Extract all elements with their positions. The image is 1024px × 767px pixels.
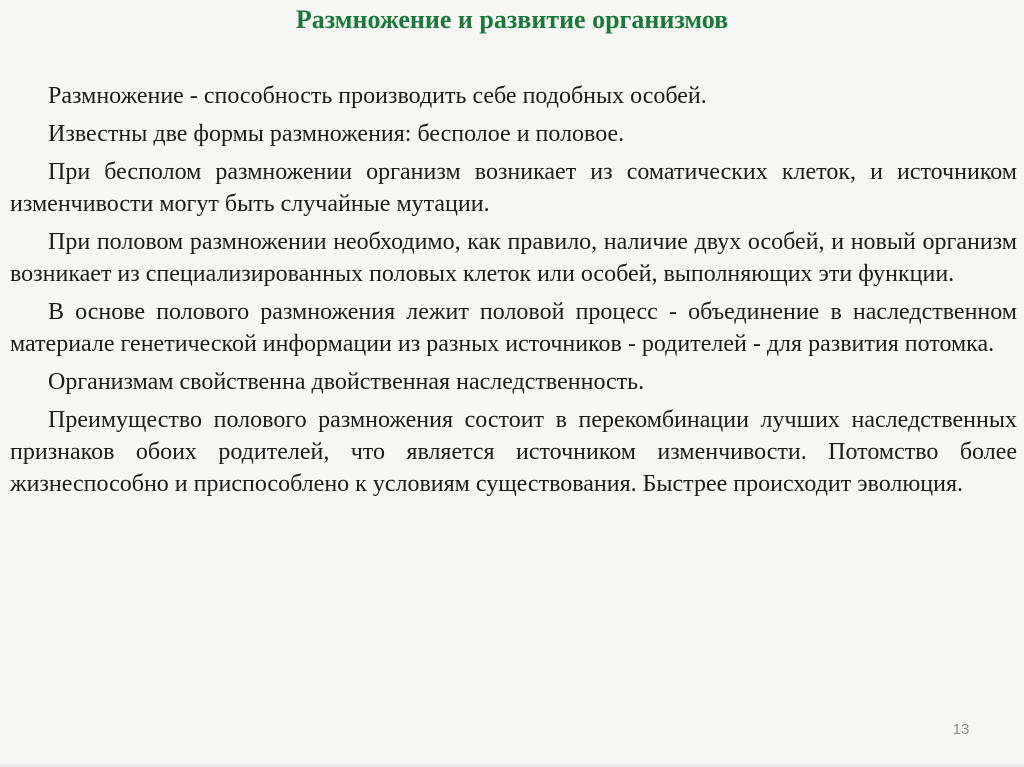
slide-title: Размножение и развитие организмов <box>295 5 729 34</box>
paragraph-asexual: При бесполом размножении организм возникает из соматических клеток, и источником изменчивости могут быть случайные мутации. <box>10 159 1017 217</box>
page-number: 13 <box>952 721 970 738</box>
paragraph-definition: Размножение - способность производить себе подобных особей. <box>48 83 707 109</box>
paragraph-sexual: При половом размножении необходимо, как правило, наличие двух особей, и новый организм возникает из специализированных половых клеток или особей, выполняющих эти функции. <box>10 229 1017 287</box>
paragraph-heredity: Организмам свойственна двойственная наследственность. <box>48 369 645 395</box>
paragraph-forms: Известны две формы размножения: бесполое и половое. <box>48 121 625 147</box>
paragraph-advantage: Преимущество полового размножения состоит в перекомбинации лучших наследственных признаков обоих родителей, что является источником изменчивости. Потомство более жизнеспособно и приспособлено к условиям существования. Быстрее происходит эволюция. <box>10 407 1017 497</box>
paragraph-sexual-process: В основе полового размножения лежит половой процесс - объединение в наследственном материале генетической информации из разных источников - родителей - для развития потомка. <box>10 299 1017 357</box>
slide-body <box>10 80 1017 506</box>
